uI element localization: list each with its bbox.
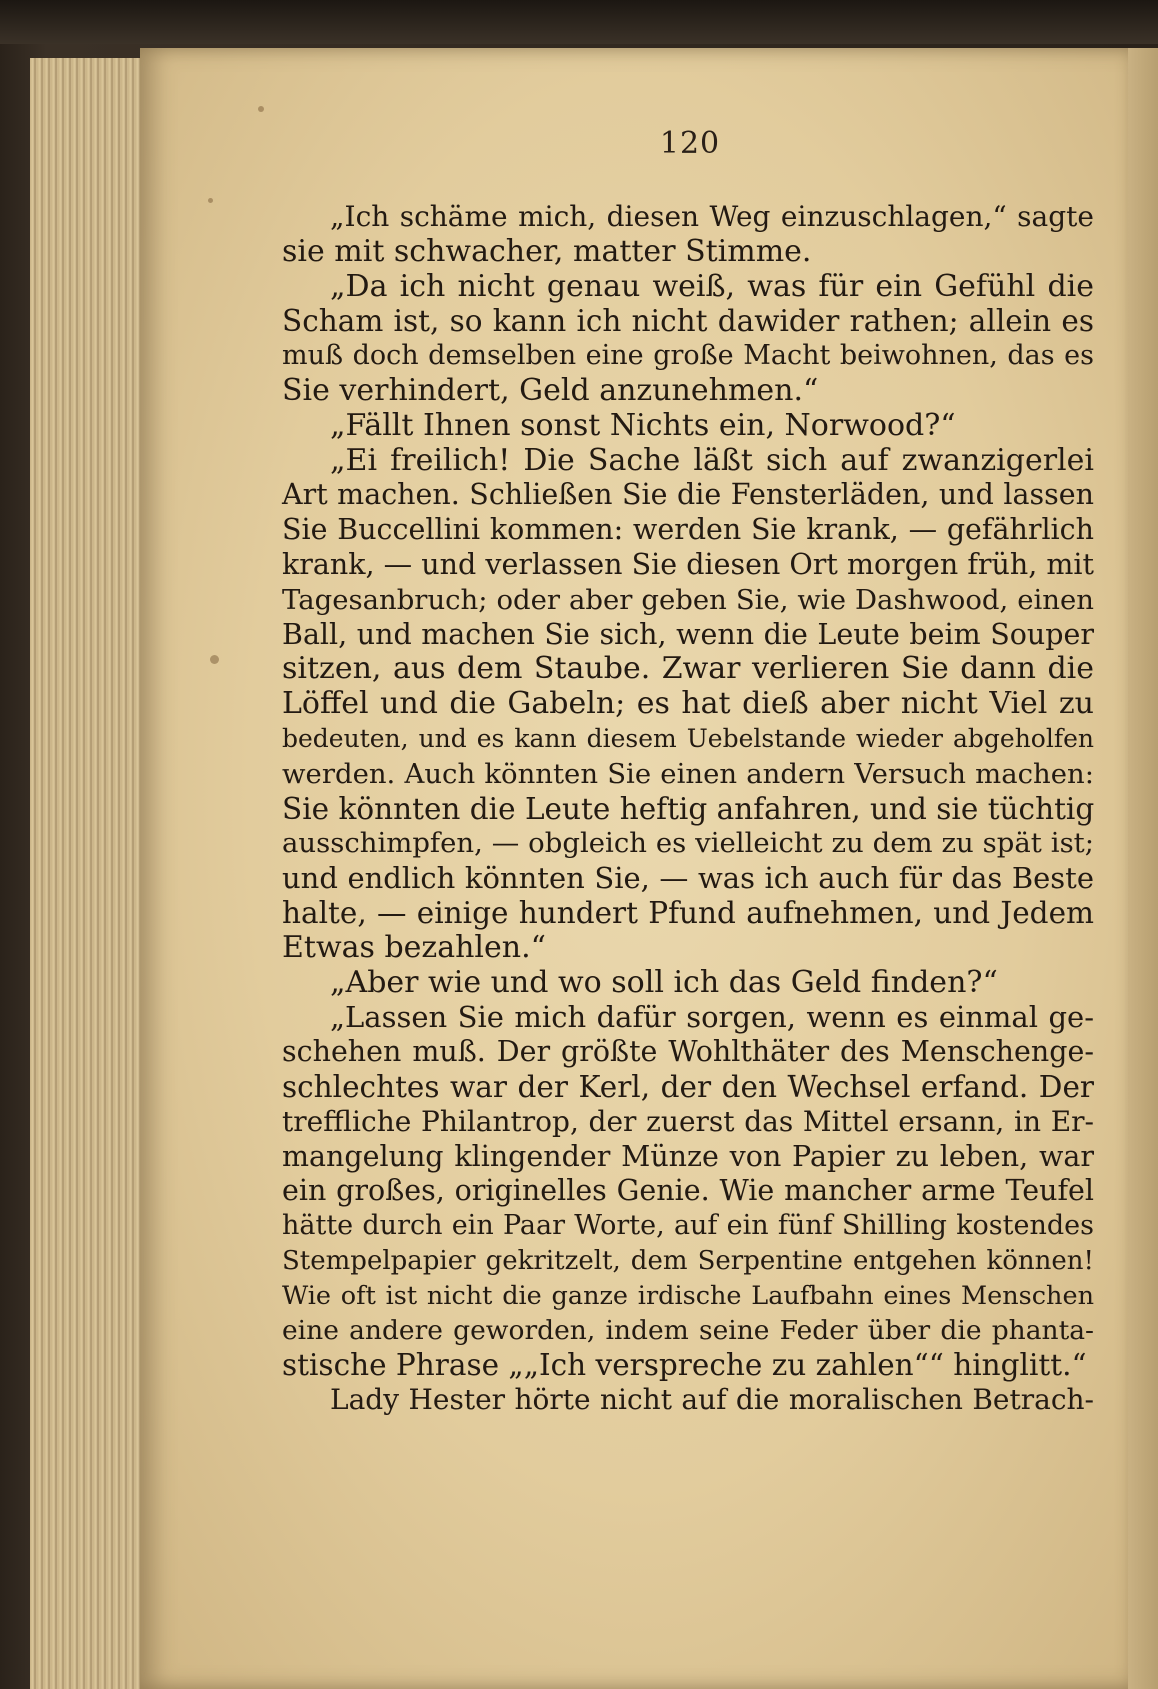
text-line: „Ei freilich! Die Sache läßt sich auf zwanzigerlei <box>330 442 1094 478</box>
text-line: sie mit schwacher, matter Stimme. <box>282 233 812 269</box>
text-line: krank, — und verlassen Sie diesen Ort morgen früh, mit <box>282 547 1094 581</box>
foxing-spot <box>210 655 219 664</box>
text-line: ausschimpfen, — obgleich es vielleicht zu dem zu spät ist; <box>282 827 1094 860</box>
page-text <box>282 200 1094 1470</box>
text-line: hätte durch ein Paar Worte, auf ein fünf Shilling kostendes <box>282 1210 1094 1242</box>
text-line: bedeuten, und es kann diesem Uebelstande wieder abgeholfen <box>282 723 1094 753</box>
text-line: Lady Hester hörte nicht auf die moralischen Betrach- <box>330 1383 1094 1417</box>
text-line: Wie oft ist nicht die ganze irdische Laufbahn eines Menschen <box>282 1280 1094 1311</box>
text-line: schlechtes war der Kerl, der den Wechsel erfand. Der <box>282 1069 1094 1104</box>
text-line: mangelung klingender Münze von Papier zu leben, war <box>282 1139 1094 1173</box>
text-line: Sie könnten die Leute heftig anfahren, und sie tüchtig <box>282 791 1095 826</box>
book-cover-edge <box>0 0 1158 44</box>
text-line: stische Phrase „„Ich verspreche zu zahlen““ hinglitt.“ <box>282 1348 1087 1383</box>
text-line: Stempelpapier gekritzelt, dem Serpentine entgehen können! <box>282 1245 1094 1276</box>
page-number: 120 <box>659 126 721 161</box>
text-line: „Lassen Sie mich dafür sorgen, wenn es einmal ge- <box>330 1000 1094 1035</box>
text-line: eine andere geworden, indem seine Feder über die phanta- <box>282 1314 1094 1346</box>
text-line: sitzen, aus dem Staube. Zwar verlieren Sie dann die <box>282 651 1094 687</box>
text-line: Sie verhindert, Geld anzunehmen.“ <box>282 372 819 408</box>
text-line: Scham ist, so kann ich nicht dawider rathen; allein es <box>282 304 1094 339</box>
text-line: muß doch demselben eine große Macht beiwohnen, das es <box>282 340 1094 372</box>
text-line: „Fällt Ihnen sonst Nichts ein, Norwood?“ <box>330 407 956 443</box>
text-line: und endlich könnten Sie, — was ich auch für das Beste <box>282 861 1094 896</box>
next-page-edge <box>1128 48 1158 1689</box>
foxing-spot <box>258 106 264 112</box>
text-line: Etwas bezahlen.“ <box>282 929 546 965</box>
stacked-page-edges <box>30 58 149 1689</box>
text-line: „Da ich nicht genau weiß, was für ein Gefühl die <box>330 268 1094 304</box>
text-line: „Aber wie und wo soll ich das Geld finden?“ <box>330 964 998 1000</box>
foxing-spot <box>208 198 213 203</box>
text-line: halte, — einige hundert Pfund aufnehmen, und Jedem <box>282 895 1094 930</box>
text-line: Ball, und machen Sie sich, wenn die Leute beim Souper <box>282 617 1094 651</box>
text-line: Löffel und die Gabeln; es hat dieß aber nicht Viel zu <box>282 686 1094 722</box>
text-line: „Ich schäme mich, diesen Weg einzuschlagen,“ sagte <box>330 200 1094 233</box>
text-line: Tagesanbruch; oder aber geben Sie, wie Dashwood, einen <box>282 583 1094 616</box>
text-line: ein großes, originelles Genie. Wie mancher arme Teufel <box>282 1174 1094 1208</box>
text-line: schehen muß. Der größte Wohlthäter des Menschenge- <box>282 1035 1094 1069</box>
text-line: werden. Auch könnten Sie einen andern Versuch machen: <box>282 757 1094 790</box>
text-line: Art machen. Schließen Sie die Fensterläden, und lassen <box>282 478 1094 512</box>
text-line: treffliche Philantrop, der zuerst das Mittel ersann, in Er- <box>282 1104 1094 1138</box>
text-line: Sie Buccellini kommen: werden Sie krank, — gefährlich <box>282 513 1094 547</box>
